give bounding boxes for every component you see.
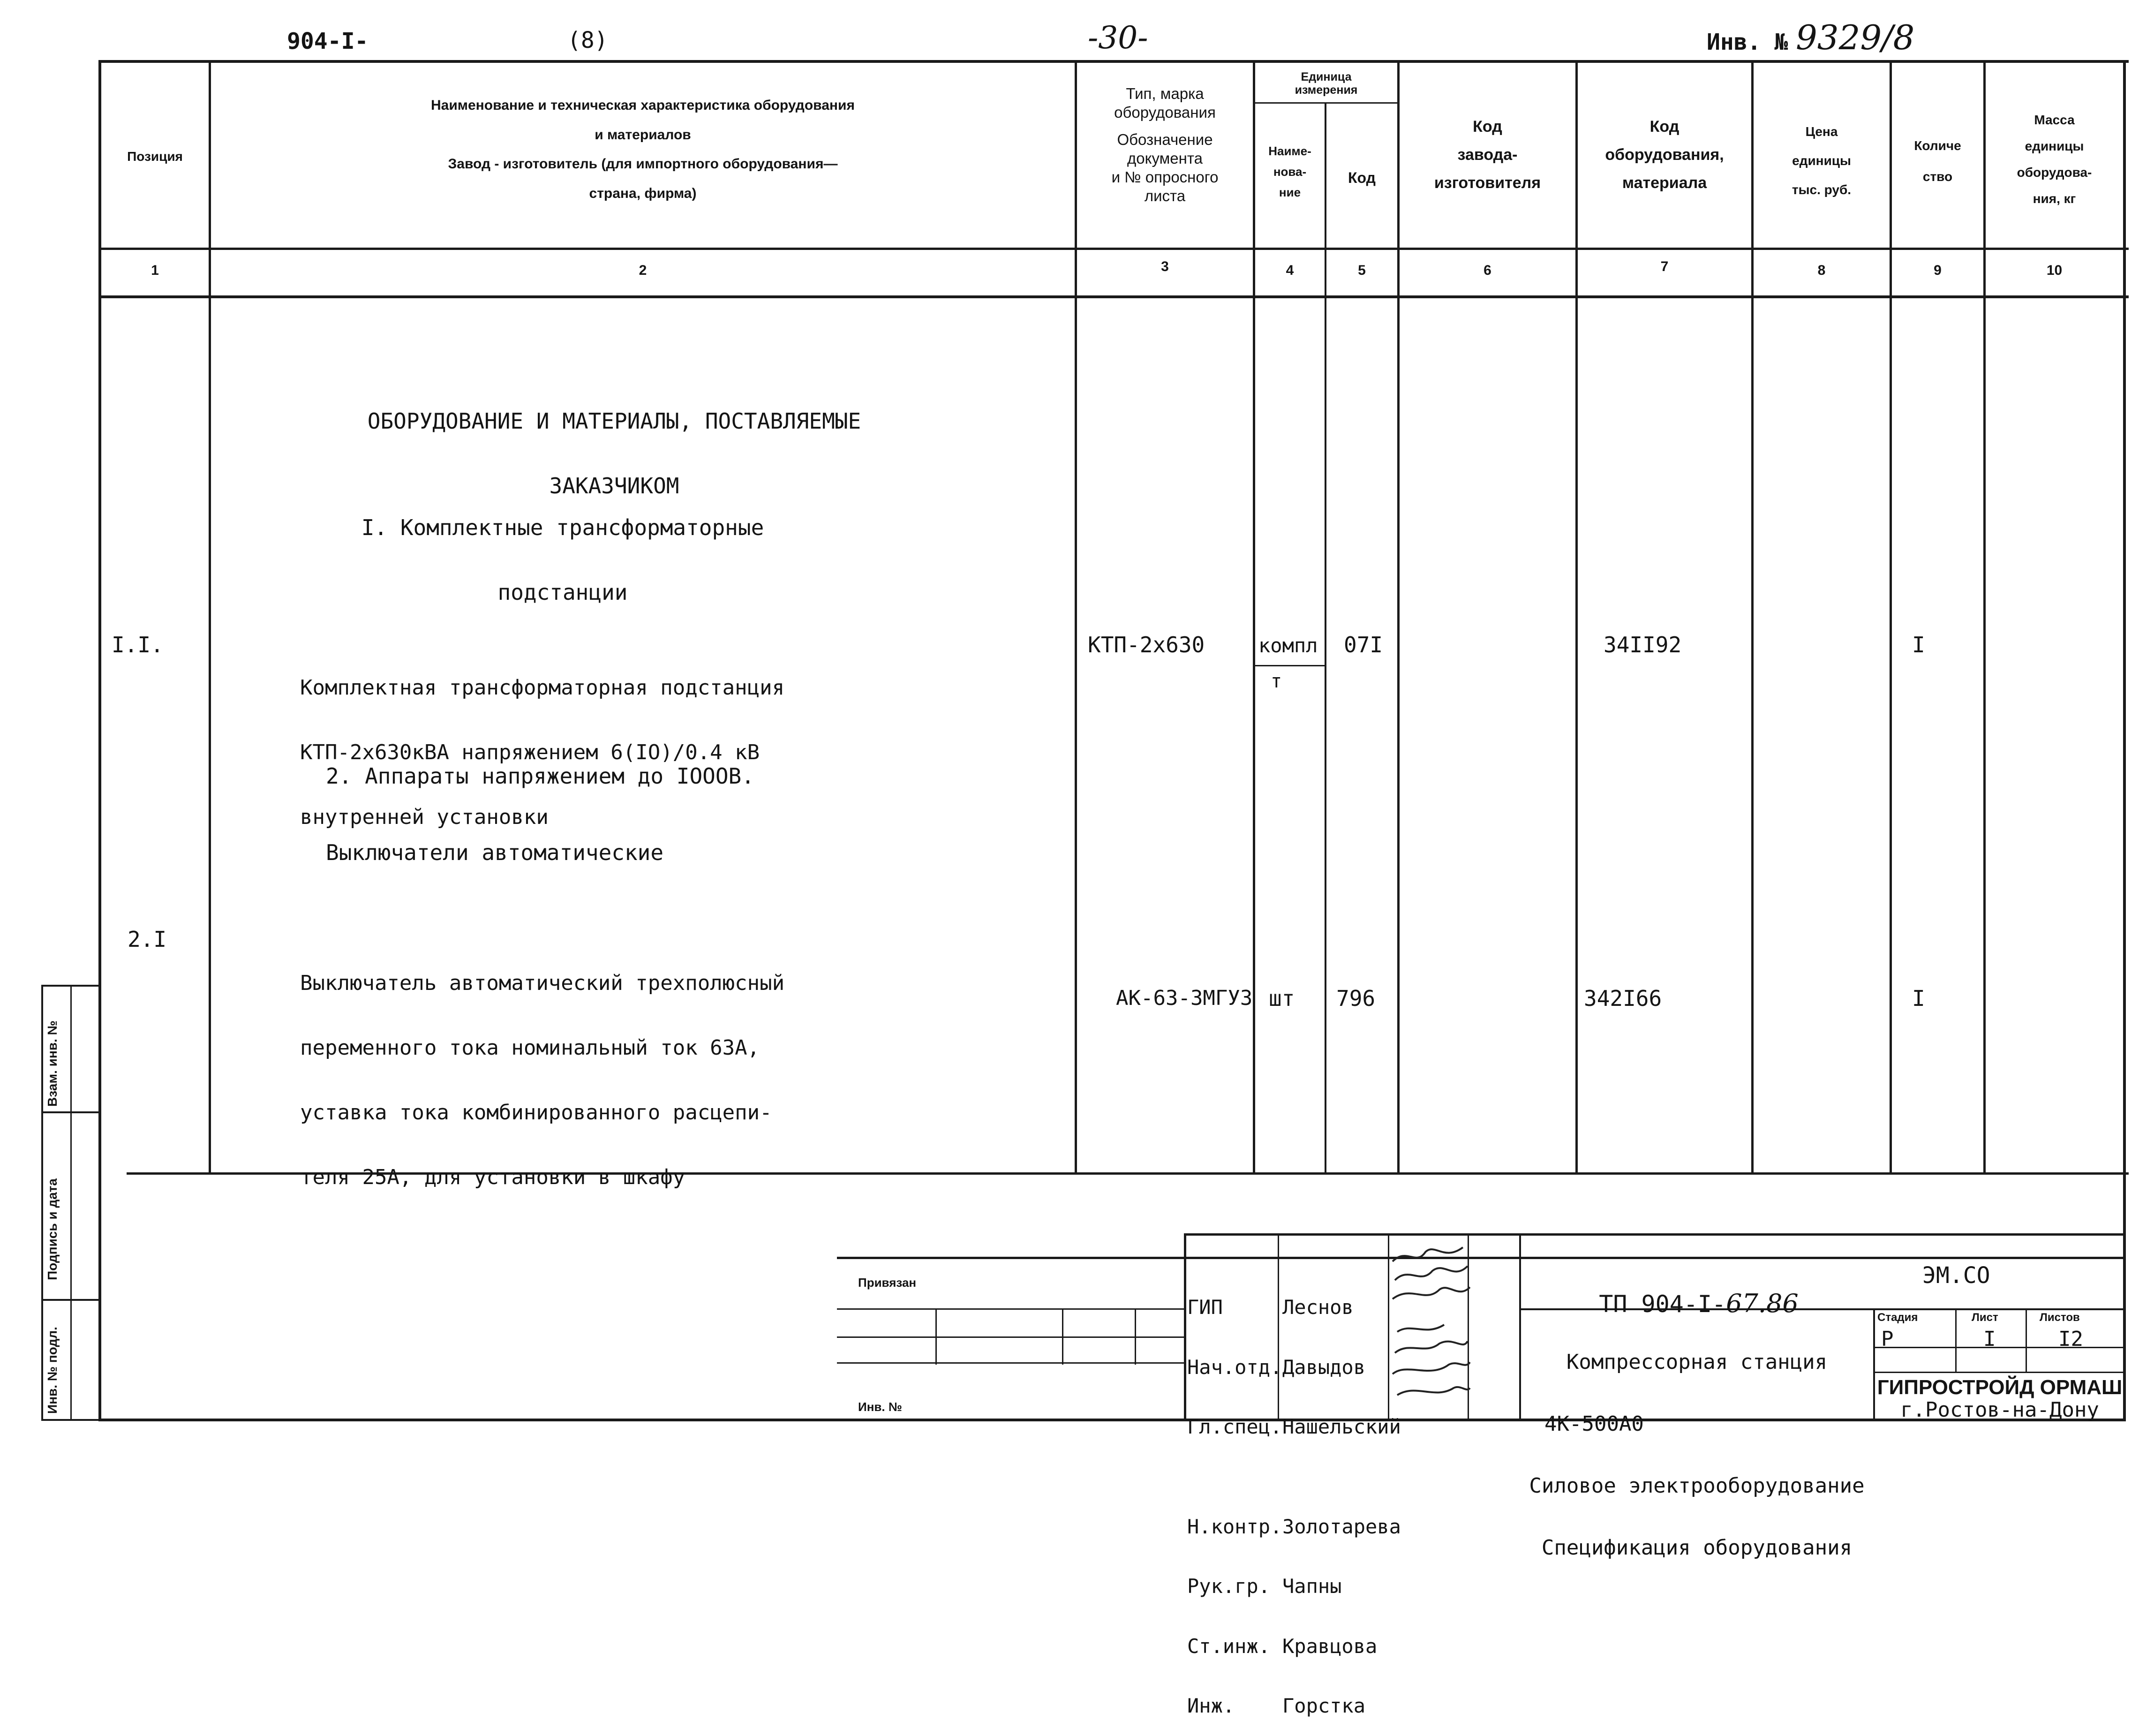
subgroup-title: Выключатели автоматические [326, 840, 664, 865]
role: Н.контр. [1187, 1515, 1282, 1538]
signer-name: Нашельский [1282, 1415, 1401, 1438]
sheet-code: ЭМ.СО [1922, 1262, 1990, 1289]
header-quantity: Количе ство [1914, 138, 1961, 184]
signer-name: Горстка [1282, 1694, 1366, 1717]
header-name: Наименование и техническая характеристика оборудования и материалов Завод - изготовитель (для импортного оборудования— страна, фирма) [431, 98, 855, 201]
col-number-8: 8 [1817, 263, 1826, 278]
col-number-4: 4 [1286, 263, 1294, 278]
role: Рук.гр. [1187, 1575, 1271, 1598]
row-type: КТП-2х630 [1088, 632, 1205, 657]
group-title-2: 2. Аппараты напряжением до IOOOВ. [326, 763, 754, 789]
row-unit-name-cont: т [1271, 671, 1282, 692]
row-position: 2.I [128, 927, 167, 952]
col-number-7: 7 [1660, 259, 1669, 274]
row-name: Комплектная трансформаторная подстанция КТП-2х630кВА напряжением 6(IO)/0.4 кВ внутренней установки [300, 676, 785, 829]
page-number: -30- [1088, 20, 1148, 56]
col-number-1: 1 [151, 263, 159, 278]
row-unit-code: 796 [1336, 986, 1376, 1011]
row-equipment-code: 34II92 [1604, 632, 1682, 657]
row-unit-name: шт [1269, 986, 1295, 1011]
col-number-3: 3 [1161, 259, 1169, 274]
doc-code: ТП 904-I-67.86 [1599, 1289, 1799, 1318]
col-number-6: 6 [1484, 263, 1491, 278]
sheets-label: Листов [2040, 1311, 2080, 1324]
header-position: Позиция [127, 149, 183, 164]
sheet-label: Лист [1972, 1311, 1998, 1324]
header-mass: Масса единицы оборудова- ния, кг [2017, 113, 2092, 206]
signer-name: Давыдов [1282, 1355, 1366, 1379]
col-number-10: 10 [2046, 263, 2063, 278]
signatures-graphic [1388, 1238, 1472, 1421]
row-quantity: I [1912, 986, 1925, 1011]
header-equipment-code: Код оборудования, материала [1605, 118, 1724, 192]
role: ГИП [1187, 1296, 1223, 1319]
row-equipment-code: 342I66 [1584, 986, 1662, 1011]
signer-name: Кравцова [1282, 1634, 1378, 1658]
row-unit-name: компл [1258, 634, 1318, 657]
signer-name: Чапны [1282, 1575, 1342, 1598]
header-unit-name: Наиме- нова- ние [1268, 144, 1311, 199]
header-type: Тип, марка оборудования Обозначение документа и № опросного листа [1111, 85, 1219, 204]
part-number: (8) [567, 27, 608, 53]
sheets-value: I2 [2058, 1327, 2083, 1351]
stage-label: Стадия [1877, 1311, 1918, 1324]
section-title: ОБОРУДОВАНИЕ И МАТЕРИАЛЫ, ПОСТАВЛЯЕМЫЕ ЗАКАЗЧИКОМ [367, 408, 861, 498]
organization: ГИПРОСТРОЙД ОРМАШ г.Ростов-на-Дону [1877, 1376, 2123, 1422]
signature-roles [1187, 1258, 1282, 1736]
header-price: Цена единицы тыс. руб. [1792, 124, 1852, 197]
inventory-label: Инв. № [1707, 29, 1788, 55]
role: Гл.спец. [1187, 1415, 1282, 1438]
side-label-replace: Взам. инв. № [45, 1020, 60, 1107]
row-position: I.I. [112, 632, 164, 657]
signer-name: Золотарева [1282, 1515, 1401, 1538]
header-factory-code: Код завода- изготовителя [1434, 118, 1541, 192]
header-unit-group: Единица измерения [1295, 70, 1358, 97]
col-number-2: 2 [639, 263, 647, 278]
bound-inventory-label: Инв. № [858, 1400, 902, 1414]
row-unit-code: 07I [1344, 632, 1383, 657]
series-code: 904-I- [287, 28, 369, 54]
role: Ст.инж. [1187, 1634, 1271, 1658]
header-unit-code: Код [1348, 169, 1376, 186]
row-type: АК-63-3МГУ3 [1116, 986, 1253, 1010]
signature-names [1282, 1258, 1401, 1736]
col-number-9: 9 [1934, 263, 1942, 278]
sheet-value: I [1983, 1327, 1996, 1351]
col-number-5: 5 [1358, 263, 1366, 278]
stage-value: Р [1881, 1327, 1894, 1351]
drawing-title: Компрессорная станция 4К-500А0 Силовое электрооборудование Спецификация оборудования [1529, 1350, 1865, 1560]
group-title-1: I. Комплектные трансформаторные подстанции [361, 515, 764, 605]
side-label-signature: Подпись и дата [45, 1178, 60, 1280]
role: Нач.отд. [1187, 1355, 1282, 1379]
signer-name: Леснов [1282, 1296, 1354, 1319]
bound-label: Привязан [858, 1276, 917, 1290]
role: Инж. [1187, 1694, 1235, 1717]
inventory-number: 9329/8 [1796, 18, 1915, 57]
row-quantity: I [1912, 632, 1925, 657]
row-name: Выключатель автоматический трехполюсный переменного тока номинальный ток 63А, уставка тока комбинированного расцепи- теля 25А, для установки в шкафу [300, 971, 785, 1189]
side-label-inventory: Инв. № подл. [45, 1327, 60, 1414]
